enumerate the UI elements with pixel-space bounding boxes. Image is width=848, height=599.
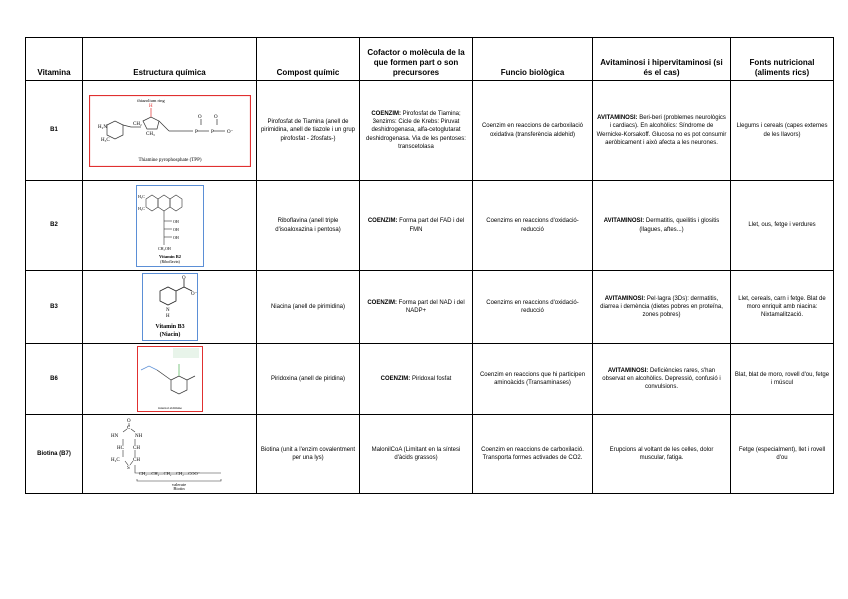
svg-text:CH: CH [132,446,140,451]
vitamin-name: Biotina (B7) [26,415,83,494]
header-estructura: Estructura química [83,38,257,81]
avitaminosi-b3: AVITAMINOSI: Pel·lagra (3Ds): dermatitis, diarrea i demència (dietes pobres en proteïna, zones pobres) [593,271,731,344]
table-row-b7 [26,415,834,494]
svg-text:P: P [194,129,198,135]
niacin-structure-drawing [142,273,198,341]
structure-image-b3 [83,271,257,344]
svg-text:HC: HC [116,446,124,451]
avitaminosi-b6: AVITAMINOSI: Deficiències rares, s'han observat en alcohòlics. Depressió, confusió i convulsions. [593,344,731,415]
svg-text:P: P [210,129,214,135]
svg-text:NH: NH [134,434,142,439]
svg-text:N: N [165,308,170,313]
cofactor-b1: COENZIM: Pirofosfat de Tiamina; 3enzims: Cicle de Krebs: Piruvat deshidrogenasa, alfa-cetoglutarat deshidrogenasa. Via de les pentoses: transcetolasa [360,81,473,181]
avitaminosi-b7: Erupcions al voltant de les celles, dolor muscular, fatiga. [593,415,731,494]
table-row-b1 [26,81,834,181]
cofactor-b7: MalonilCoA (Limitant en la síntesi d'àcids grassos) [360,415,473,494]
thiamine-caption: Thiamine pyrophosphate (TPP) [137,157,202,163]
table-row-b6 [26,344,834,415]
b6-caption: internal aldimine [157,406,182,410]
svg-text:H₃C: H₃C [137,193,145,199]
compost-b7: Biotina (unit a l'enzim covalentment per una lys) [257,415,360,494]
svg-text:OH: OH [172,234,179,240]
vitamin-table [25,37,834,494]
compost-b2: Riboflavina (anell triple d'isoaloxazina i pentosa) [257,181,360,271]
fonts-b2: Llet, ous, fetge i verdures [731,181,834,271]
structure-image-b1 [83,81,257,181]
funcio-b1: Coenzim en reaccions de carboxilació oxidativa (transferència aldehid) [473,81,593,181]
header-row [26,38,834,81]
svg-text:CH₂—CH₂—CH₂—CH₂—COO⁻: CH₂—CH₂—CH₂—CH₂—COO⁻ [138,471,200,476]
svg-text:O⁻: O⁻ [190,292,197,297]
svg-text:CH: CH [132,458,140,463]
fonts-b6: Blat, blat de moro, rovell d'ou, fetge i múscul [731,344,834,415]
funcio-b7: Coenzim en reaccions de carboxilació. Transporta formes activades de CO2. [473,415,593,494]
svg-text:HN: HN [110,434,118,439]
svg-text:O⁻: O⁻ [226,129,233,135]
valerate-label: valerate [171,482,186,487]
svg-text:H: H [165,314,170,319]
niacin-subcaption: (Niacin) [159,332,180,338]
fonts-b3: Llet, cereals, carn i fetge. Blat de moro enriquit amb niacina: Nixtamalització. [731,271,834,344]
svg-text:OH: OH [172,218,179,224]
funcio-b2: Coenzims en reaccions d'oxidació-reducció [473,181,593,271]
biotin-caption: Biotin [172,486,185,491]
svg-text:O: O [181,276,186,281]
thiazolium-label: thiazolium ring [136,97,165,103]
cofactor-b6: COENZIM: Piridoxal fosfat [360,344,473,415]
svg-text:CH₂OH: CH₂OH [157,245,171,251]
vitamin-name: B1 [26,81,83,181]
svg-text:O: O [197,114,202,120]
compost-b1: Pirofosfat de Tiamina (anell de pirimidina, anell de tiazole i un grup pirofosfat - 2fosfats-) [257,81,360,181]
header-vitamina: Vitamina [26,38,83,81]
riboflavin-structure-drawing [136,185,204,267]
svg-text:CH₃: CH₃ [145,131,155,137]
cofactor-b2: COENZIM: Forma part del FAD i del FMN [360,181,473,271]
header-funcio: Funcio biològica [473,38,593,81]
svg-text:O: O [126,419,131,424]
vitamin-name: B6 [26,344,83,415]
avitaminosi-b2: AVITAMINOSI: Dermatitis, queilitis i glositis (llagues, aftes...) [593,181,731,271]
riboflavin-caption: Vitamin B2 [158,253,181,259]
svg-text:OH: OH [172,226,179,232]
table-row-b2 [26,181,834,271]
svg-text:H: H [148,103,153,109]
structure-image-b2 [83,181,257,271]
structure-image-b7 [83,415,257,494]
svg-text:H₃C: H₃C [137,205,145,211]
header-cofactor: Cofactor o molècula de la que formen part o son precursores [360,38,473,81]
table-row-b3 [26,271,834,344]
svg-text:O: O [213,114,218,120]
svg-text:CH₂: CH₂ [132,121,142,127]
riboflavin-subcaption: (Riboflavin) [159,258,180,264]
header-avitaminosi: Avitaminosi i hipervitaminosi (si és el cas) [593,38,731,81]
svg-text:S: S [126,466,130,471]
niacin-caption: Vitamin B3 [154,324,185,330]
svg-text:H₂N: H₂N [97,124,107,130]
pyridoxal-structure-drawing [137,346,203,412]
fonts-b7: Fetge (especialment), llet i rovell d'ou [731,415,834,494]
avitaminosi-b1: AVITAMINOSI: Beri-beri (problemes neurològics i cardiacs). En alcohòlics: Síndrome de Wernicke-Korsakoff. Glucosa no es pot consumir aeròbicament i això afecta a les neurones. [593,81,731,181]
cofactor-b3: COENZIM: Forma part del NAD i del NADP+ [360,271,473,344]
structure-image-b6 [83,344,257,415]
fonts-b1: Llegums i cereals (capes externes de les llavors) [731,81,834,181]
header-fonts: Fonts nutricional (aliments rics) [731,38,834,81]
svg-text:H₃C: H₃C [100,137,110,143]
funcio-b6: Coenzim en reaccions que hi participen aminoàcids (Transaminases) [473,344,593,415]
compost-b6: Piridoxina (anell de piridina) [257,344,360,415]
biotin-structure-drawing [107,417,233,491]
compost-b3: Niacina (anell de pirimidina) [257,271,360,344]
svg-text:H₂C: H₂C [110,458,120,463]
vitamin-name: B2 [26,181,83,271]
svg-text:C: C [126,426,130,431]
thiamine-structure-drawing [89,95,251,167]
funcio-b3: Coenzims en reaccions d'oxidació-reducció [473,271,593,344]
vitamin-name: B3 [26,271,83,344]
header-compost: Compost químic [257,38,360,81]
